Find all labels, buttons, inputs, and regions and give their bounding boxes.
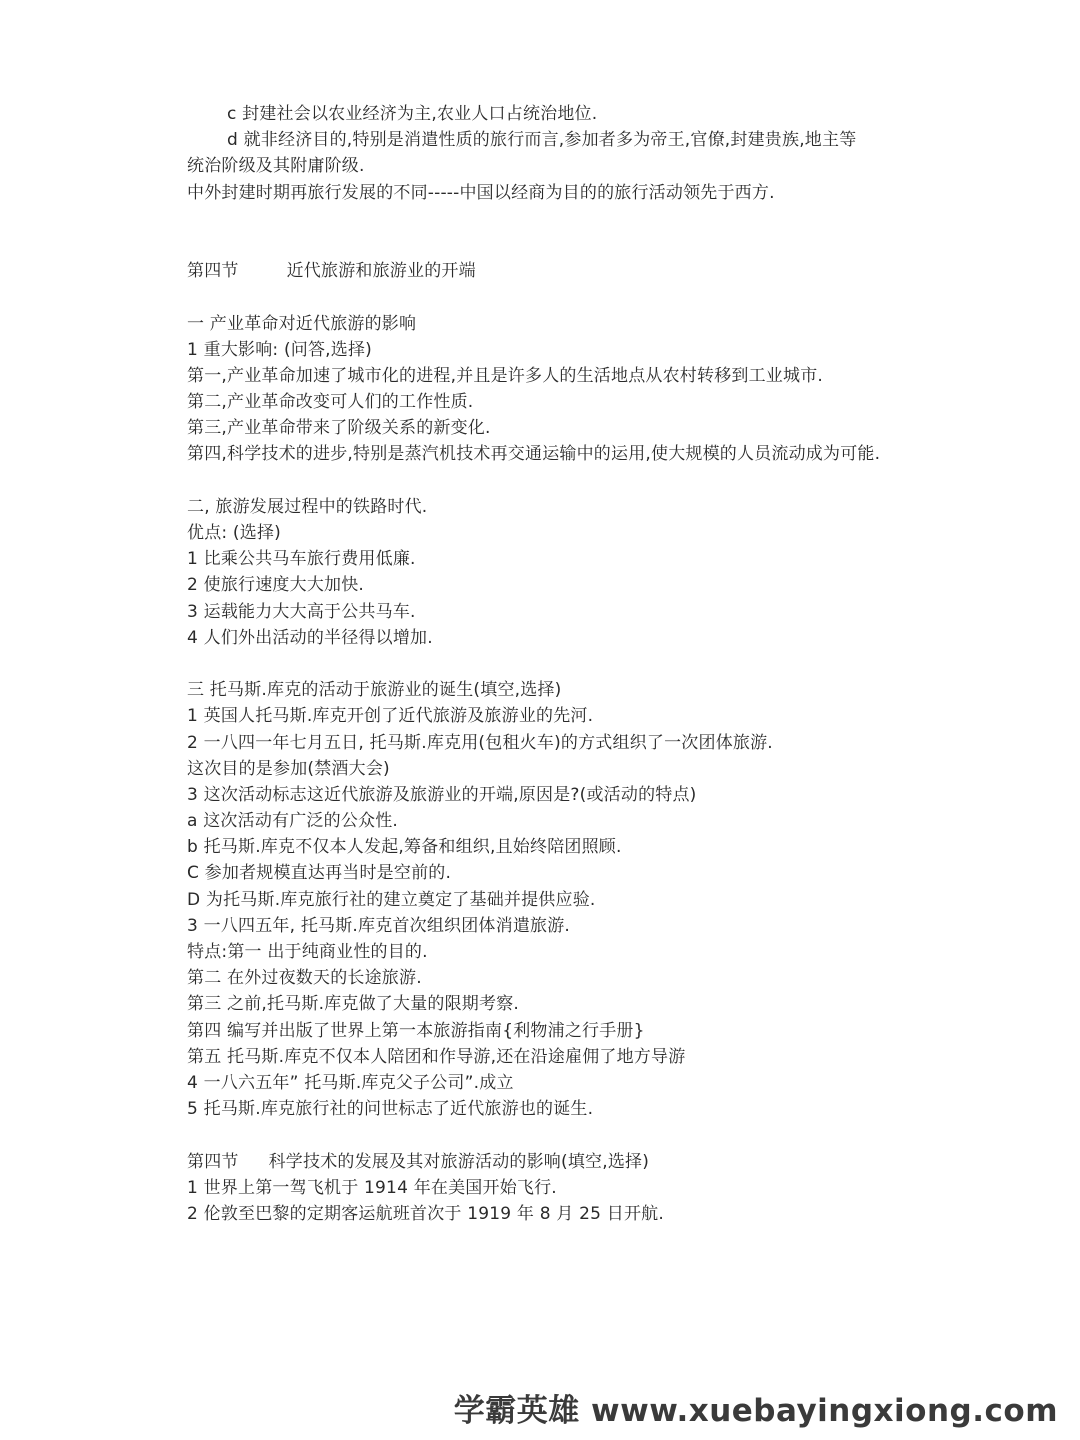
document-body	[187, 101, 917, 1227]
text-line: 优点: (选择)	[187, 523, 281, 544]
list-item: 2 伦敦至巴黎的定期客运航班首次于 1919 年 8 月 25 日开航.	[187, 1203, 664, 1224]
text-line: 第四 编写并出版了世界上第一本旅游指南{利物浦之行手册}	[187, 1020, 645, 1041]
text-line: 这次目的是参加(禁酒大会)	[187, 758, 390, 779]
section-number: 第四节	[187, 1151, 239, 1172]
text-line: c 封建社会以农业经济为主,农业人口占统治地位.	[227, 104, 598, 124]
text-line: 统治阶级及其附庸阶级.	[187, 156, 365, 177]
list-item: 3 运载能力大大高于公共马车.	[187, 601, 416, 622]
text-line: 第二,产业革命改变可人们的工作性质.	[187, 392, 474, 413]
list-item: 1 世界上第一驾飞机于 1914 年在美国开始飞行.	[187, 1177, 557, 1198]
subsection-heading: 二, 旅游发展过程中的铁路时代.	[187, 496, 428, 517]
spacer	[187, 284, 917, 310]
list-item: b 托马斯.库克不仅本人发起,筹备和组织,且始终陪团照顾.	[187, 837, 622, 858]
text-line: 第四,科学技术的进步,特别是蒸汽机技术再交通运输中的运用,使大规模的人员流动成为可能.	[187, 444, 881, 465]
text-line: 特点:第一 出于纯商业性的目的.	[187, 942, 428, 963]
subsection-heading: 三 托马斯.库克的活动于旅游业的诞生(填空,选择)	[187, 680, 562, 701]
text-line: 第二 在外过夜数天的长途旅游.	[187, 968, 422, 989]
spacer	[187, 1122, 917, 1148]
section-title-text: 科学技术的发展及其对旅游活动的影响(填空,选择)	[268, 1151, 650, 1172]
list-item: a 这次活动有广泛的公众性.	[187, 811, 399, 832]
subsection-heading: 一 产业革命对近代旅游的影响	[187, 313, 417, 334]
section-title-text: 近代旅游和旅游业的开端	[286, 261, 476, 282]
list-item: C 参加者规模直达再当时是空前的.	[187, 863, 452, 884]
section-heading	[187, 1149, 917, 1175]
text-line: 第一,产业革命加速了城市化的进程,并且是许多人的生活地点从农村转移到工业城市.	[187, 365, 824, 386]
list-item: 3 一八四五年, 托马斯.库克首次组织团体消遣旅游.	[187, 915, 571, 936]
list-item: 1 比乘公共马车旅行费用低廉.	[187, 549, 416, 570]
text-line: 1 重大影响: (问答,选择)	[187, 339, 373, 360]
list-item: 4 人们外出活动的半径得以增加.	[187, 627, 433, 648]
list-item: 5 托马斯.库克旅行社的问世标志了近代旅游也的诞生.	[187, 1099, 594, 1120]
list-item: 2 使旅行速度大大加快.	[187, 575, 365, 596]
list-item: 2 一八四一年七月五日, 托马斯.库克用(包租火车)的方式组织了一次团体旅游.	[187, 732, 773, 753]
text-line: 中外封建时期再旅行发展的不同-----中国以经商为目的的旅行活动领先于西方.	[187, 182, 775, 203]
text-line: d 就非经济目的,特别是消遣性质的旅行而言,参加者多为帝王,官僚,封建贵族,地主等	[227, 130, 857, 151]
spacer	[187, 468, 917, 494]
list-item: 1 英国人托马斯.库克开创了近代旅游及旅游业的先河.	[187, 706, 594, 727]
text-line: 第五 托马斯.库克不仅本人陪团和作导游,还在沿途雇佣了地方导游	[187, 1046, 686, 1067]
spacer	[187, 206, 917, 258]
section-number: 第四节	[187, 261, 239, 282]
spacer	[187, 651, 917, 677]
list-item: D 为托马斯.库克旅行社的建立奠定了基础并提供应验.	[187, 889, 596, 910]
text-line: 第三 之前,托马斯.库克做了大量的限期考察.	[187, 994, 520, 1015]
section-heading	[187, 258, 917, 284]
watermark: 学霸英雄 www.xuebayingxiong.com	[453, 1393, 1058, 1429]
list-item: 3 这次活动标志这近代旅游及旅游业的开端,原因是?(或活动的特点)	[187, 784, 697, 805]
text-line: 第三,产业革命带来了阶级关系的新变化.	[187, 418, 491, 439]
list-item: 4 一八六五年” 托马斯.库克父子公司”.成立	[187, 1072, 514, 1093]
